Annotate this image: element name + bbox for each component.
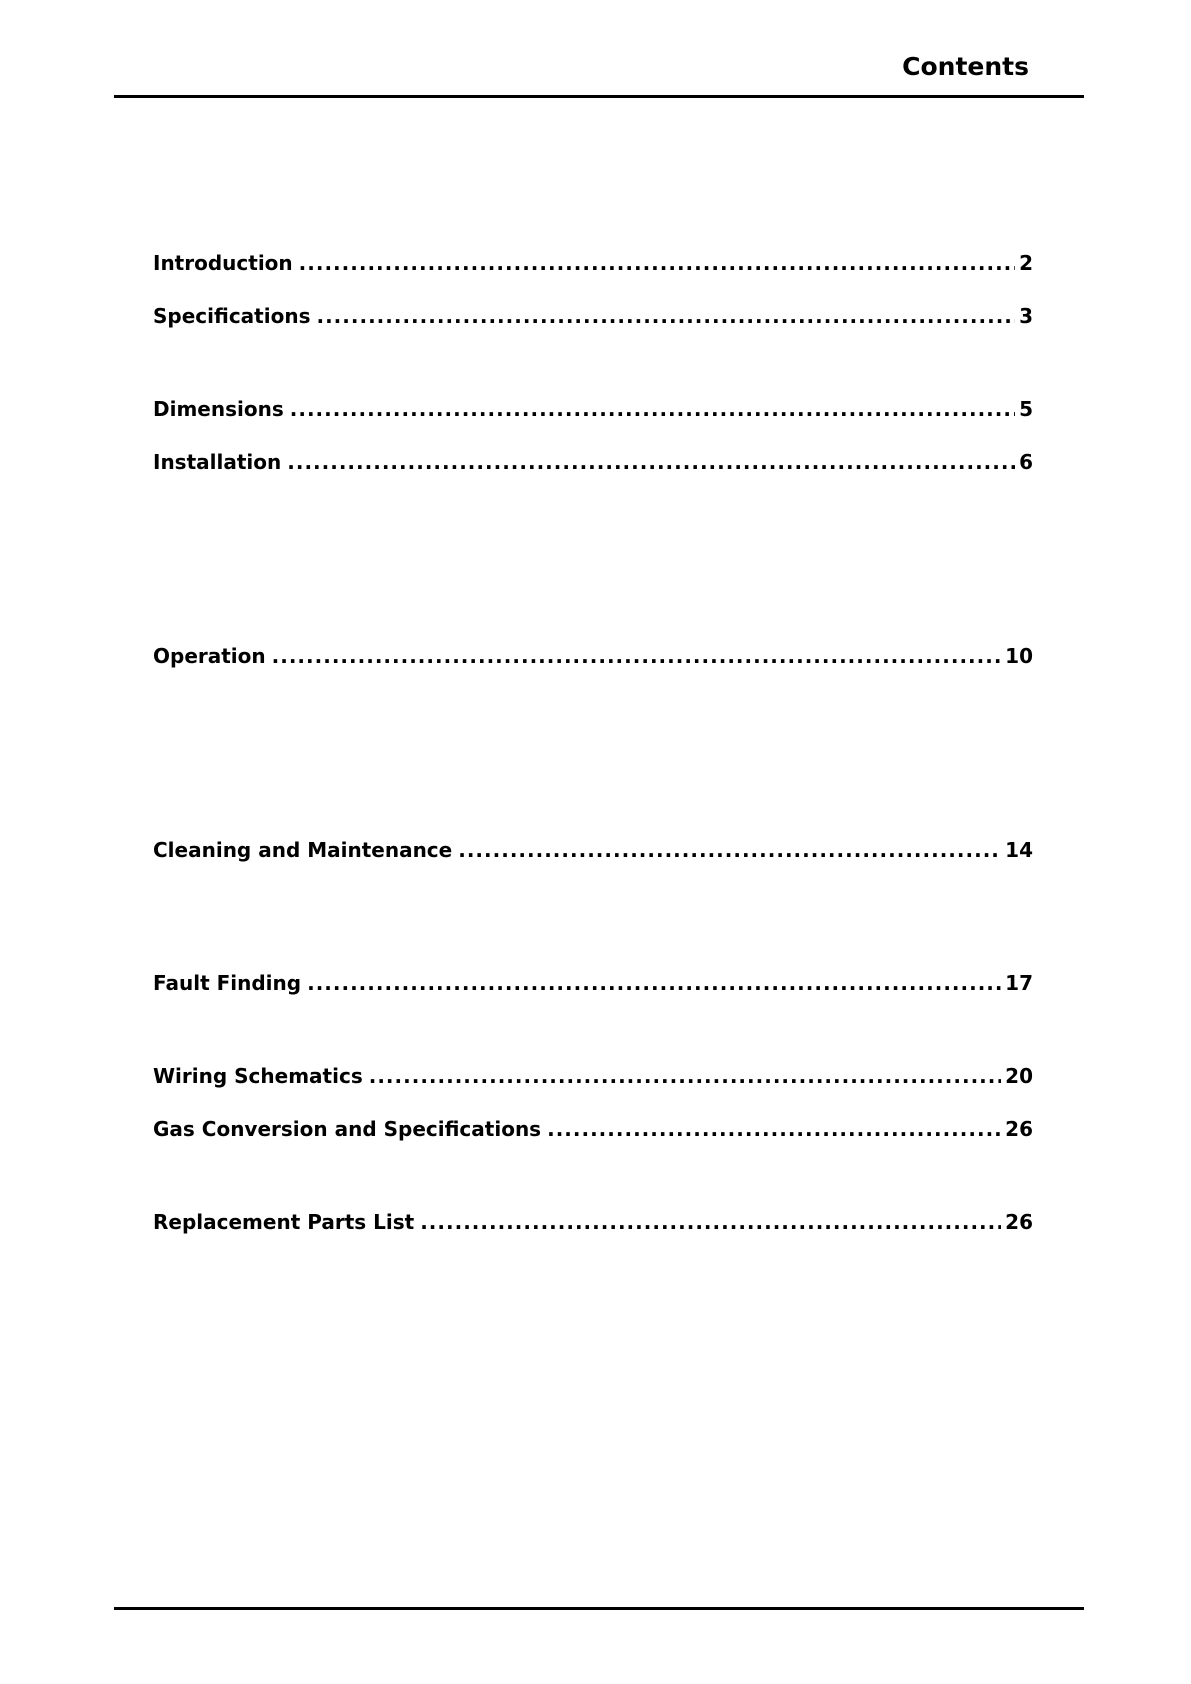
toc-entry-label: Installation (153, 450, 282, 474)
toc-entry-page: 26 (1005, 1210, 1033, 1234)
dot-leader (316, 304, 1015, 328)
dot-leader (287, 450, 1015, 474)
toc-entry-page: 10 (1005, 644, 1033, 668)
dot-leader (547, 1117, 1001, 1141)
toc-entry-wiring-schematics[interactable] (153, 1064, 1033, 1088)
toc-entry-page: 26 (1005, 1117, 1033, 1141)
toc-entry-cleaning-and-maintenance[interactable] (153, 838, 1033, 862)
dot-leader (420, 1210, 1001, 1234)
toc-entry-page: 2 (1019, 251, 1033, 275)
dot-leader (299, 251, 1015, 275)
toc-entry-label: Gas Conversion and Specifications (153, 1117, 542, 1141)
toc-entry-installation[interactable] (153, 450, 1033, 474)
toc-entry-label: Dimensions (153, 397, 284, 421)
toc-entry-introduction[interactable] (153, 251, 1033, 275)
toc-entry-page: 14 (1005, 838, 1033, 862)
toc-entry-label: Specifications (153, 304, 311, 328)
toc-entry-fault-finding[interactable] (153, 971, 1033, 995)
toc-entry-page: 17 (1005, 971, 1033, 995)
toc-entry-operation[interactable] (153, 644, 1033, 668)
toc-entry-label: Introduction (153, 251, 293, 275)
dot-leader (290, 397, 1015, 421)
toc-entry-specifications[interactable] (153, 304, 1033, 328)
toc-entry-page: 20 (1005, 1064, 1033, 1088)
dot-leader (369, 1064, 1001, 1088)
header-rule (114, 95, 1084, 98)
toc-entry-label: Fault Finding (153, 971, 302, 995)
toc-entry-page: 6 (1019, 450, 1033, 474)
dot-leader (307, 971, 1001, 995)
toc-entry-label: Replacement Parts List (153, 1210, 415, 1234)
page-title: Contents (902, 52, 1029, 81)
footer-rule (114, 1607, 1084, 1610)
dot-leader (458, 838, 1001, 862)
toc-entry-dimensions[interactable] (153, 397, 1033, 421)
toc-entry-gas-conversion-and-specifications[interactable] (153, 1117, 1033, 1141)
toc-entry-page: 3 (1019, 304, 1033, 328)
dot-leader (272, 644, 1002, 668)
toc-entry-page: 5 (1019, 397, 1033, 421)
toc-entry-replacement-parts-list[interactable] (153, 1210, 1033, 1234)
toc-entry-label: Cleaning and Maintenance (153, 838, 453, 862)
toc-entry-label: Wiring Schematics (153, 1064, 363, 1088)
toc-entry-label: Operation (153, 644, 266, 668)
